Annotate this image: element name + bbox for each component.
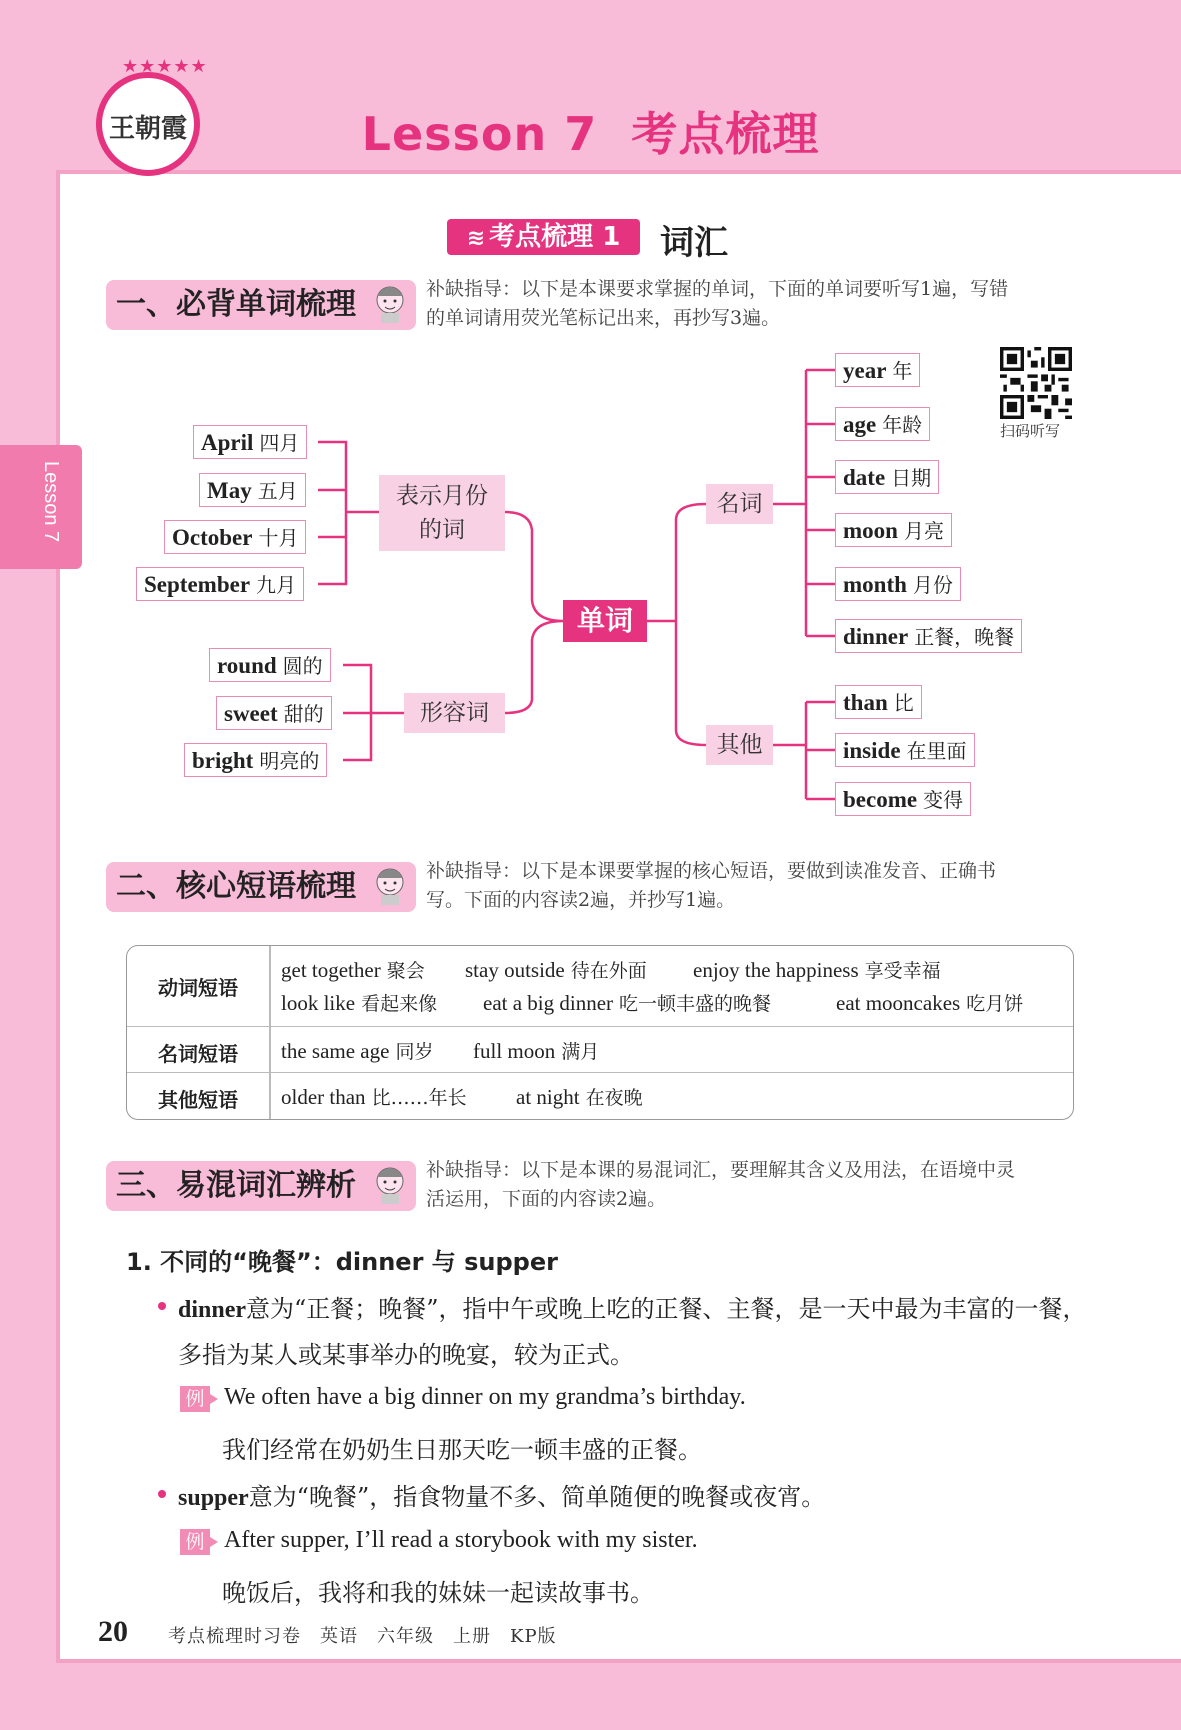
section-title: 词汇: [660, 223, 728, 263]
supper-example-cn: 晚饭后，我将和我的妹妹一起读故事书。: [222, 1579, 654, 1607]
verb-phrase-label: 动词短语: [158, 976, 238, 1000]
qr-code-icon[interactable]: [1000, 347, 1072, 419]
word-en: May: [207, 478, 252, 503]
phrase-item: eat mooncakes 吃月饼: [836, 991, 1024, 1015]
word-box-than: [835, 685, 922, 719]
word-box-year: [835, 353, 920, 387]
word-cn: 变得: [923, 788, 964, 812]
compare-title: 1. 不同的“晚餐”：dinner 与 supper: [126, 1248, 558, 1276]
page-number: 20: [98, 1615, 128, 1648]
adjective-category: 形容词: [404, 693, 505, 733]
word-cn: 四月: [259, 431, 300, 455]
months-category: [379, 475, 505, 551]
word-en: round: [217, 653, 277, 678]
word-en: September: [144, 572, 251, 597]
word-box-round: [209, 648, 331, 682]
months-category-line1: 表示月份: [396, 483, 488, 509]
word-box-october: [164, 520, 306, 554]
word-box-april: [193, 425, 307, 459]
word-en: date: [843, 465, 886, 490]
part3-heading: 三、易混词汇辨析: [106, 1161, 416, 1211]
word-cn: 比: [893, 691, 914, 715]
word-cn: 在里面: [906, 739, 967, 763]
bullet-icon: [158, 1302, 166, 1310]
example-label: 例: [180, 1386, 210, 1412]
word-cn: 月份: [912, 573, 953, 597]
word-en: bright: [192, 748, 254, 773]
supper-definition: [178, 1477, 825, 1512]
word-box-sweet: [216, 696, 332, 730]
word-cn: 明亮的: [259, 749, 320, 773]
word-box-september: [136, 567, 304, 601]
section-badge-label: 考点梳理 1: [489, 222, 621, 252]
part2-heading: 二、核心短语梳理: [106, 862, 416, 912]
dinner-example-en: We often have a big dinner on my grandma’s birthday.: [224, 1384, 746, 1410]
qr-label: 扫码听写: [1000, 422, 1061, 440]
word-cn: 甜的: [283, 702, 324, 726]
page-title: Lesson 7 考点梳理: [361, 107, 820, 161]
supper-example-en: After supper, I’ll read a storybook with my sister.: [224, 1527, 698, 1553]
student-face-icon: [371, 1159, 409, 1205]
dinner-example-cn: 我们经常在奶奶生日那天吃一顿丰盛的正餐。: [222, 1436, 702, 1464]
word-en: become: [843, 787, 918, 812]
word-box-bright: [184, 743, 327, 777]
word-cn: 九月: [256, 573, 297, 597]
part3-note-line2: 活运用，下面的内容读2遍。: [426, 1188, 667, 1210]
noun-category: 名词: [706, 484, 773, 524]
phrase-table: [126, 945, 1074, 1120]
word-en: month: [843, 572, 907, 597]
table-row-divider: [127, 1072, 1073, 1073]
word-en: inside: [843, 738, 901, 763]
dinner-def: 意为“正餐；晚餐”，指中午或晚上吃的正餐、主餐，是一天中最为丰富的一餐，: [246, 1295, 1087, 1323]
student-face-icon: [371, 860, 409, 906]
part1-heading: 一、必背单词梳理: [106, 280, 416, 330]
phrase-item: full moon 满月: [473, 1039, 600, 1063]
word-en: moon: [843, 518, 898, 543]
part1-note-line2: 的单词请用荧光笔标记出来，再抄写3遍。: [426, 307, 781, 329]
word-box-inside: [835, 733, 975, 767]
phrase-item: enjoy the happiness 享受幸福: [693, 958, 941, 982]
other-category: 其他: [706, 725, 773, 765]
phrase-item: at night 在夜晚: [516, 1085, 643, 1109]
word-en: age: [843, 412, 877, 437]
word-en: April: [201, 430, 254, 455]
word-box-dinner: [835, 619, 1022, 653]
dinner-definition-line1: [178, 1289, 1087, 1324]
other-phrase-label: 其他短语: [158, 1088, 238, 1112]
supper-word: supper: [178, 1485, 249, 1511]
word-box-date: [835, 460, 939, 494]
word-cn: 月亮: [903, 519, 944, 543]
word-en: than: [843, 690, 888, 715]
supper-def: 意为“晚餐”，指食物量不多、简单随便的晚餐或夜宵。: [248, 1483, 826, 1511]
part2-note-line1: 补缺指导：以下是本课要掌握的核心短语，要做到读准发音、正确书: [426, 860, 997, 882]
noun-phrase-label: 名词短语: [158, 1042, 238, 1066]
word-cn: 日期: [891, 466, 932, 490]
word-cn: 圆的: [282, 654, 323, 678]
phrase-item: eat a big dinner 吃一顿丰盛的晚餐: [483, 991, 772, 1015]
phrase-item: older than 比……年长: [281, 1085, 467, 1109]
phrase-item: get together 聚会: [281, 958, 425, 982]
dinner-definition-line2: 多指为某人或某事举办的晚宴，较为正式。: [178, 1341, 634, 1369]
months-category-line2: 的词: [419, 517, 465, 543]
table-divider: [269, 946, 271, 1119]
part1-note-line1: 补缺指导：以下是本课要求掌握的单词，下面的单词要听写1遍，写错: [426, 278, 1009, 300]
word-cn: 年龄: [882, 413, 923, 437]
word-box-become: [835, 782, 971, 816]
phrase-item: look like 看起来像: [281, 991, 438, 1015]
logo-text: 王朝霞: [108, 114, 187, 144]
wave-icon: ≋: [466, 226, 486, 251]
part3-note-line1: 补缺指导：以下是本课的易混词汇，要理解其含义及用法，在语境中灵: [426, 1159, 1016, 1181]
logo-stars: ★★★★★: [122, 56, 208, 77]
word-cn: 五月: [257, 479, 298, 503]
word-box-moon: [835, 513, 952, 547]
table-row-divider: [127, 1026, 1073, 1027]
word-en: dinner: [843, 624, 909, 649]
bullet-icon: [158, 1490, 166, 1498]
word-en: sweet: [224, 701, 278, 726]
word-cn: 十月: [258, 526, 299, 550]
dinner-word: dinner: [178, 1297, 247, 1323]
word-box-may: [199, 473, 306, 507]
part2-note-line2: 写。下面的内容读2遍，并抄写1遍。: [426, 889, 736, 911]
phrase-item: stay outside 待在外面: [465, 958, 647, 982]
word-box-age: [835, 407, 930, 441]
word-cn: 正餐，晚餐: [914, 625, 1015, 649]
word-box-month: [835, 567, 961, 601]
example-label: 例: [180, 1529, 210, 1555]
word-cn: 年: [892, 359, 913, 383]
mindmap-root: 单词: [563, 600, 647, 642]
word-en: October: [172, 525, 253, 550]
side-tab-label: Lesson 7: [40, 461, 62, 543]
phrase-item: the same age 同岁: [281, 1039, 434, 1063]
word-en: year: [843, 358, 887, 383]
footer-text: 考点梳理时习卷 英语 六年级 上册 KP版: [168, 1626, 557, 1647]
